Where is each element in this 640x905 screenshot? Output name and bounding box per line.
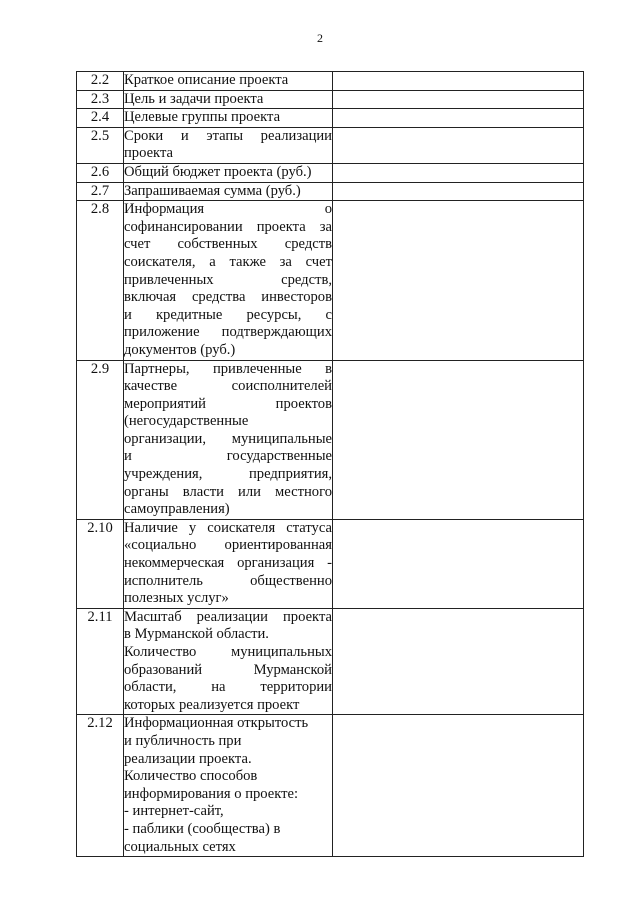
description-line: социальных сетях bbox=[124, 838, 236, 855]
description-line: приложение подтверждающих bbox=[124, 324, 332, 341]
description-line: Сроки и этапы реализации bbox=[124, 127, 332, 144]
row-value-field[interactable] bbox=[333, 360, 584, 519]
row-description bbox=[124, 109, 333, 128]
description-line: проекта bbox=[124, 145, 173, 162]
description-line: органы власти или местного bbox=[124, 483, 332, 500]
description-line: Информация о bbox=[124, 201, 332, 218]
description-line: соискателя, а также за счет bbox=[124, 253, 332, 270]
description-line: Партнеры, привлеченные в bbox=[124, 360, 332, 377]
row-number: 2.12 bbox=[77, 715, 124, 857]
description-line: включая средства инвесторов bbox=[124, 289, 332, 306]
description-line: Общий бюджет проекта (руб.) bbox=[124, 163, 312, 180]
table-row bbox=[77, 360, 584, 519]
row-number: 2.6 bbox=[77, 163, 124, 182]
table-body bbox=[77, 72, 584, 857]
description-line: Количество способов bbox=[124, 768, 258, 785]
row-number: 2.8 bbox=[77, 201, 124, 360]
description-line: области, на территории bbox=[124, 679, 332, 696]
description-line: и публичность при bbox=[124, 732, 242, 749]
row-value-field[interactable] bbox=[333, 109, 584, 128]
row-description bbox=[124, 72, 333, 91]
description-line: качестве соисполнителей bbox=[124, 378, 332, 395]
row-value-field[interactable] bbox=[333, 182, 584, 201]
description-line: организации, муниципальные bbox=[124, 430, 332, 447]
table-row bbox=[77, 72, 584, 91]
row-description bbox=[124, 90, 333, 109]
description-line: и государственные bbox=[124, 448, 332, 465]
row-description bbox=[124, 360, 333, 519]
row-description bbox=[124, 182, 333, 201]
description-line: Цель и задачи проекта bbox=[124, 90, 264, 107]
description-line: - интернет-сайт, bbox=[124, 803, 224, 820]
row-number: 2.4 bbox=[77, 109, 124, 128]
form-table bbox=[76, 71, 584, 857]
table-row bbox=[77, 608, 584, 715]
description-line: документов (руб.) bbox=[124, 341, 236, 358]
table-row bbox=[77, 90, 584, 109]
description-line: счет собственных средств bbox=[124, 236, 332, 253]
row-description bbox=[124, 201, 333, 360]
row-value-field[interactable] bbox=[333, 715, 584, 857]
row-value-field[interactable] bbox=[333, 127, 584, 163]
row-number: 2.7 bbox=[77, 182, 124, 201]
description-line: информирования о проекте: bbox=[124, 785, 299, 802]
row-number: 2.5 bbox=[77, 127, 124, 163]
row-value-field[interactable] bbox=[333, 201, 584, 360]
row-description bbox=[124, 163, 333, 182]
row-description bbox=[124, 127, 333, 163]
row-description bbox=[124, 715, 333, 857]
table-row bbox=[77, 163, 584, 182]
row-number: 2.3 bbox=[77, 90, 124, 109]
page-number: 2 bbox=[317, 31, 323, 45]
description-line: исполнитель общественно bbox=[124, 572, 332, 589]
description-line: - паблики (сообщества) в bbox=[124, 820, 281, 837]
description-line: «социально ориентированная bbox=[124, 537, 332, 554]
row-value-field[interactable] bbox=[333, 519, 584, 608]
row-value-field[interactable] bbox=[333, 72, 584, 91]
description-line: и кредитные ресурсы, с bbox=[124, 306, 332, 323]
row-description bbox=[124, 519, 333, 608]
row-value-field[interactable] bbox=[333, 90, 584, 109]
description-line: софинансировании проекта за bbox=[124, 218, 332, 235]
row-description bbox=[124, 608, 333, 715]
description-line: Запрашиваемая сумма (руб.) bbox=[124, 182, 301, 199]
description-line: привлеченных средств, bbox=[124, 271, 332, 288]
description-line: Информационная открытость bbox=[124, 715, 309, 732]
row-number: 2.11 bbox=[77, 608, 124, 715]
description-line: Масштаб реализации проекта bbox=[124, 608, 332, 625]
table-row bbox=[77, 182, 584, 201]
table-row bbox=[77, 715, 584, 857]
description-line: самоуправления) bbox=[124, 501, 230, 518]
description-line: в Мурманской области. bbox=[124, 626, 269, 643]
row-value-field[interactable] bbox=[333, 608, 584, 715]
description-line: которых реализуется проект bbox=[124, 696, 300, 713]
description-line: Целевые группы проекта bbox=[124, 109, 281, 126]
description-line: Краткое описание проекта bbox=[124, 72, 289, 88]
description-line: учреждения, предприятия, bbox=[124, 466, 332, 483]
row-number: 2.2 bbox=[77, 72, 124, 91]
description-line: реализации проекта. bbox=[124, 750, 252, 767]
description-line: Наличие у соискателя статуса bbox=[124, 519, 332, 536]
table-row bbox=[77, 201, 584, 360]
table-row bbox=[77, 109, 584, 128]
row-number: 2.9 bbox=[77, 360, 124, 519]
description-line: Количество муниципальных bbox=[124, 644, 332, 660]
description-line: полезных услуг» bbox=[124, 590, 229, 607]
row-number: 2.10 bbox=[77, 519, 124, 608]
table-row bbox=[77, 127, 584, 163]
description-line: мероприятий проектов bbox=[124, 395, 332, 412]
row-value-field[interactable] bbox=[333, 163, 584, 182]
table-row bbox=[77, 519, 584, 608]
description-line: некоммерческая организация - bbox=[124, 555, 332, 572]
description-line: (негосударственные bbox=[124, 413, 249, 430]
description-line: образований Мурманской bbox=[124, 661, 332, 678]
